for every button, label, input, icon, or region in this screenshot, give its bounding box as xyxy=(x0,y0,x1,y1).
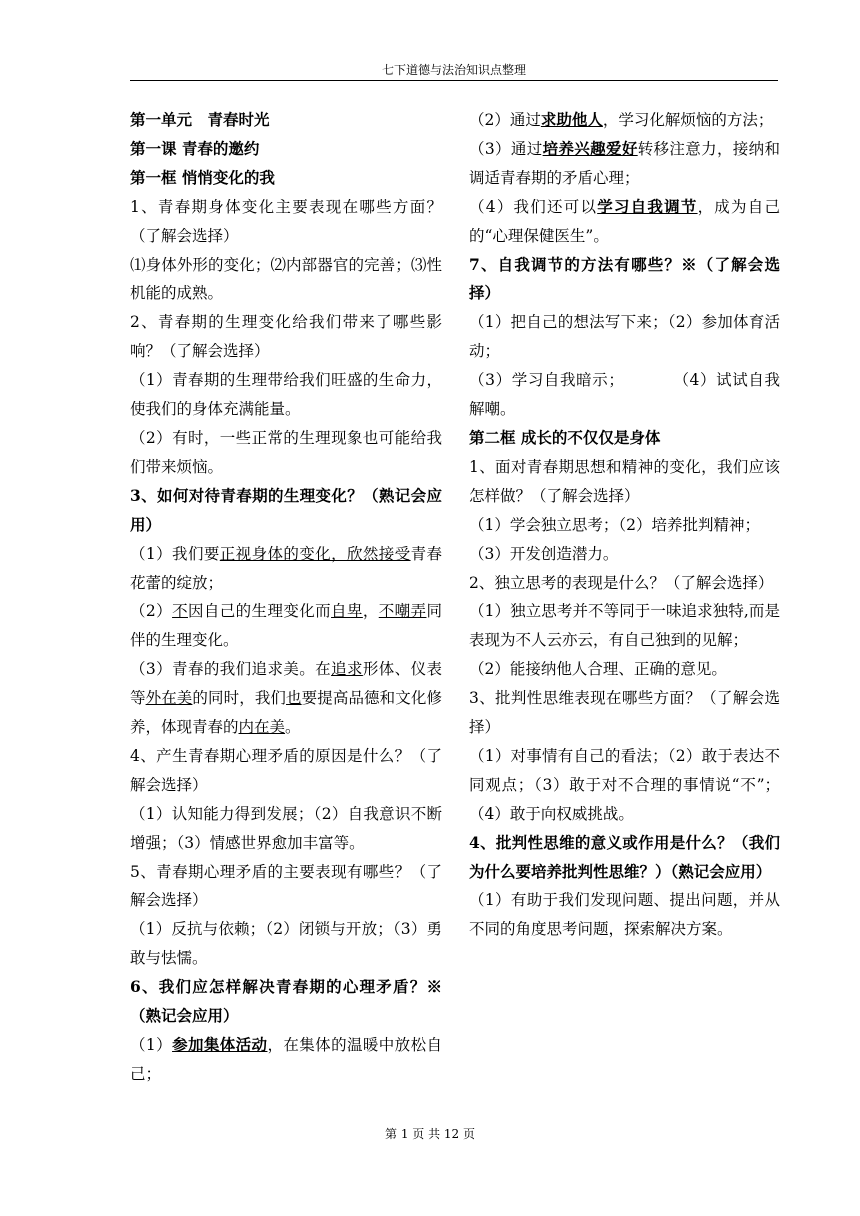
question-6: 6、我们应怎样解决青春期的心理矛盾？※（熟记会应用） xyxy=(130,977,442,1026)
question-r2: 2、独立思考的表现是什么？（了解会选择） xyxy=(469,573,774,592)
underlined-keyword: 外在美 xyxy=(145,689,193,708)
underlined-keyword: 追求 xyxy=(331,660,363,679)
answer-1: ⑴身体外形的变化；⑵内部器官的完善；⑶性机能的成熟。 xyxy=(130,255,442,303)
answer-r3: （1）对事情有自己的看法；（2）敢于表达不同观点；（3）敢于对不合理的事情说“不”；（4）敢于向权威挑战。 xyxy=(469,746,780,823)
question-r3: 3、批判性思维表现在哪些方面？（了解会选择） xyxy=(469,689,780,737)
question-7: 7、自我调节的方法有哪些？※（了解会选择） xyxy=(469,254,780,303)
question-r4: 4、批判性思维的意义或作用是什么？（我们为什么要培养批判性思维？）（熟记会应用） xyxy=(469,832,780,881)
right-column xyxy=(469,106,780,944)
answer-r4-1: （1）有助于我们发现问题、提出问题，并从不同的角度思考问题，探索解决方案。 xyxy=(469,891,780,939)
left-column xyxy=(130,106,442,1089)
unit-title: 第一单元 青春时光 xyxy=(130,110,270,129)
answer-3-1: （1）我们要正视身体的变化，欣然接受青春花蕾的绽放； xyxy=(130,544,442,592)
question-4: 4、产生青春期心理矛盾的原因是什么？（了解会选择） xyxy=(130,746,442,794)
answer-6-2: （2）通过求助他人，学习化解烦恼的方法； xyxy=(469,110,774,129)
underlined-keyword: 内在美 xyxy=(238,718,286,737)
answer-6-3: （3）通过培养兴趣爱好转移注意力，接纳和调适青春期的矛盾心理； xyxy=(469,138,780,187)
answer-7-2: （3）学习自我暗示； （4）试试自我解嘲。 xyxy=(469,371,780,419)
question-3: 3、如何对待青春期的生理变化？（熟记会应用） xyxy=(130,485,442,534)
question-1: 1、青春期身体变化主要表现在哪些方面？（了解会选择） xyxy=(130,197,442,245)
underlined-keyword: 参加集体活动 xyxy=(172,1035,268,1054)
answer-r2-2: （2）能接纳他人合理、正确的意见。 xyxy=(469,660,727,679)
underlined-keyword: 培养兴趣爱好 xyxy=(542,138,638,158)
frame-title: 第一框 悄悄变化的我 xyxy=(130,167,275,187)
answer-3-3: （3）青春的我们追求美。在追求形体、仪表等外在美的同时，我们也要提高品德和文化修养，体现青春的内在美。 xyxy=(130,660,442,737)
question-5: 5、青春期心理矛盾的主要表现有哪些？（了解会选择） xyxy=(130,862,442,910)
answer-3-2: （2）不因自己的生理变化而自卑，不嘲弄同伴的生理变化。 xyxy=(130,602,442,650)
underlined-keyword: 自卑 xyxy=(331,602,363,621)
page-header: 七下道德与法治知识点整理 xyxy=(381,63,526,77)
underlined-keyword: 不嘲弄 xyxy=(378,602,427,621)
answer-r1-1: （1）学会独立思考；（2）培养批判精神； xyxy=(469,515,760,534)
underlined-keyword: 正视身体的变化，欣然接受 xyxy=(219,544,411,563)
answer-5: （1）反抗与依赖；（2）闭锁与开放；（3）勇敢与怯懦。 xyxy=(130,920,442,968)
answer-r1-2: （3）开发创造潜力。 xyxy=(469,544,619,563)
question-2: 2、青春期的生理变化给我们带来了哪些影响？（了解会选择） xyxy=(130,313,442,361)
answer-2-1: （1）青春期的生理带给我们旺盛的生命力，使我们的身体充满能量。 xyxy=(130,371,442,419)
answer-r2-1: （1）独立思考并不等同于一味追求独特,而是表现为不人云亦云，有自己独到的见解； xyxy=(469,602,780,650)
question-r1: 1、面对青春期思想和精神的变化，我们应该怎样做？（了解会选择） xyxy=(469,457,780,505)
answer-6-1: （1）参加集体活动，在集体的温暖中放松自己； xyxy=(130,1035,442,1083)
lesson-title: 第一课 青春的邀约 xyxy=(130,138,260,158)
answer-4: （1）认知能力得到发展；（2）自我意识不断增强；（3）情感世界愈加丰富等。 xyxy=(130,804,442,852)
frame-title: 第二框 成长的不仅仅是身体 xyxy=(469,427,661,447)
underlined-keyword: 求助他人 xyxy=(540,110,603,129)
answer-6-4: （4）我们还可以学习自我调节，成为自己的“心理保健医生”。 xyxy=(469,196,780,245)
underlined-keyword: 学习自我调节 xyxy=(597,196,698,216)
page-footer: 第 1 页 共 12 页 xyxy=(385,1127,475,1141)
answer-2-2: （2）有时，一些正常的生理现象也可能给我们带来烦恼。 xyxy=(130,428,442,476)
underlined-keyword: 不 xyxy=(172,602,188,621)
header-divider xyxy=(130,80,778,81)
underlined-keyword: 也 xyxy=(286,689,302,708)
answer-7-1: （1）把自己的想法写下来；（2）参加体育活动； xyxy=(469,313,780,361)
